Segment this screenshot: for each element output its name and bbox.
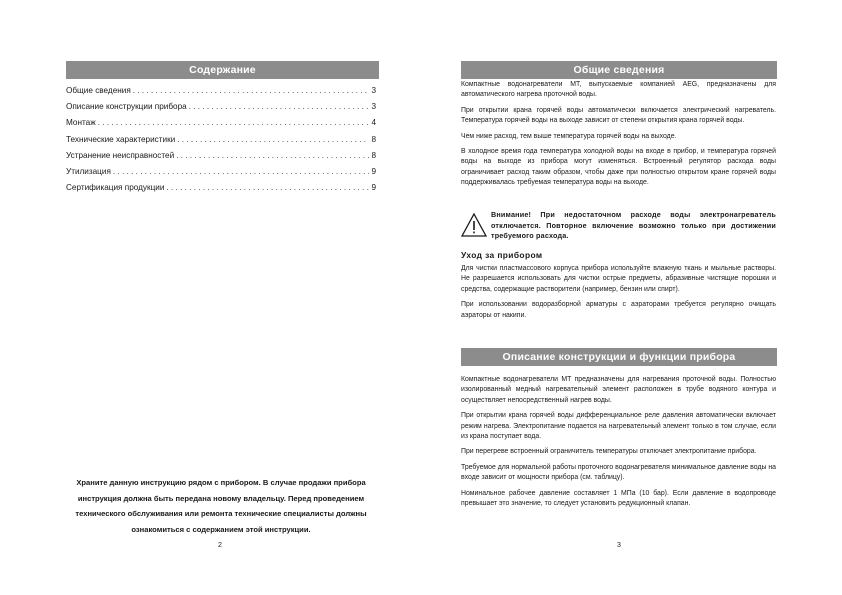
toc-dot-leader — [177, 135, 369, 145]
paragraph: Компактные водонагреватели МТ, выпускаемые компанией AEG, предназначены для автоматического нагрева проточной воды. — [461, 81, 776, 99]
toc-dot-leader — [133, 86, 370, 96]
general-title: Общие сведения — [573, 64, 665, 76]
toc-row[interactable] — [66, 167, 376, 183]
toc-dot-leader — [176, 151, 369, 161]
toc-row[interactable] — [66, 86, 376, 102]
general-header-bar — [461, 61, 777, 79]
keep-instructions-notice — [62, 475, 380, 537]
toc-title: Содержание — [189, 64, 256, 76]
toc-entry-page: 3 — [371, 102, 376, 112]
toc-entry-page: 8 — [371, 134, 376, 144]
toc-entry-page: 9 — [371, 166, 376, 176]
paragraph: Для чистки пластмассового корпуса прибора используйте влажную ткань и мыльные растворы. Не разрешается использовать для чистки острые предметы, абразивные чистящие порошки и средства, содержащие растворители (например, бензин или спирт). — [461, 265, 776, 293]
toc-dot-leader — [98, 118, 370, 128]
toc-entry-title: Сертификация продукции — [66, 183, 165, 193]
design-header-bar — [461, 348, 777, 366]
general-section — [461, 80, 776, 194]
notice-line: ознакомиться с содержанием этой инструкции. — [131, 524, 311, 534]
page-number: 3 — [617, 542, 621, 549]
paragraph: При открытии крана горячей воды автоматически включается электрический нагреватель. Температура горячей воды на выходе зависит от степени открытия крана горячей воды. — [461, 106, 776, 125]
design-section — [461, 375, 776, 514]
care-section — [461, 264, 776, 326]
paragraph: В холодное время года температура холодной воды на входе в прибор, и температура горячей воды на выходе из прибора могут изменяться. Встроенный регулятор расхода воды ограничивает расход таким образом, чтобы даже при полностью открытом кране горячей воды поддерживалась требуемая температура воды на выходе. — [461, 148, 776, 187]
warning-block — [461, 210, 776, 242]
toc-entry-title: Утилизация — [66, 166, 111, 176]
toc-entry-title: Описание конструкции прибора — [66, 102, 187, 112]
table-of-contents — [66, 86, 376, 199]
paragraph: Требуемое для нормальной работы проточного водонагревателя минимальное давление воды на входе зависит от мощности прибора (см. таблицу). — [461, 463, 776, 482]
toc-dot-leader — [113, 167, 370, 177]
paragraph: При перегреве встроенный ограничитель температуры отключает электропитание прибора. — [461, 448, 757, 456]
toc-entry-page: 3 — [371, 86, 376, 95]
design-title: Описание конструкции и функции прибора — [502, 351, 736, 363]
paragraph: Номинальное рабочее давление составляет 1 МПа (10 бар). Если давление в водопроводе превышает это значение, то следует установить редукционный клапан. — [461, 489, 776, 508]
notice-line: инструкция должна быть передана новому владельцу. Перед проведением — [77, 493, 365, 503]
care-title: Уход за прибором — [461, 250, 543, 260]
toc-row[interactable] — [66, 102, 376, 118]
toc-entry-title: Общие сведения — [66, 86, 131, 95]
toc-row[interactable] — [66, 183, 376, 199]
page-number: 2 — [218, 542, 222, 549]
toc-entry-page: 9 — [371, 183, 376, 193]
toc-entry-title: Технические характеристики — [66, 134, 176, 144]
paragraph: При использовании водоразборной арматуры с аэраторами требуется регулярно очищать аэраторы от накипи. — [461, 301, 776, 319]
notice-line: технического обслуживания или ремонта технические специалисты должны — [75, 509, 367, 519]
paragraph: При открытии крана горячей воды дифференциальное реле давления автоматически включает режим нагрева. Электропитание подается на нагревательный элемент только в том случае, если из крана поступает вода. — [461, 412, 776, 441]
toc-row[interactable] — [66, 135, 376, 151]
paragraph: Компактные водонагреватели МТ предназначены для нагревания проточной воды. Полностью изолированный медный нагревательный элемент расположен в трубе водяного контура и осуществляет непосредственный нагрев воды. — [461, 376, 776, 404]
warning-text: Внимание! При недостаточном расходе воды электронагреватель отключается. Повторное включение возможно только при достижении требуемого расхода. — [491, 210, 776, 241]
paragraph: Чем ниже расход, тем выше температура горячей воды на выходе. — [461, 132, 677, 140]
toc-header-bar — [66, 61, 379, 79]
notice-line: Храните данную инструкцию рядом с прибором. В случае продажи прибора — [76, 478, 366, 487]
toc-dot-leader — [189, 102, 370, 112]
warning-triangle-icon — [461, 212, 487, 238]
toc-dot-leader — [166, 183, 369, 193]
toc-entry-page: 8 — [371, 150, 376, 160]
toc-entry-title: Монтаж — [66, 118, 96, 128]
toc-entry-page: 4 — [371, 118, 376, 128]
toc-row[interactable] — [66, 118, 376, 134]
toc-entry-title: Устранение неисправностей — [66, 150, 175, 160]
toc-row[interactable] — [66, 151, 376, 167]
